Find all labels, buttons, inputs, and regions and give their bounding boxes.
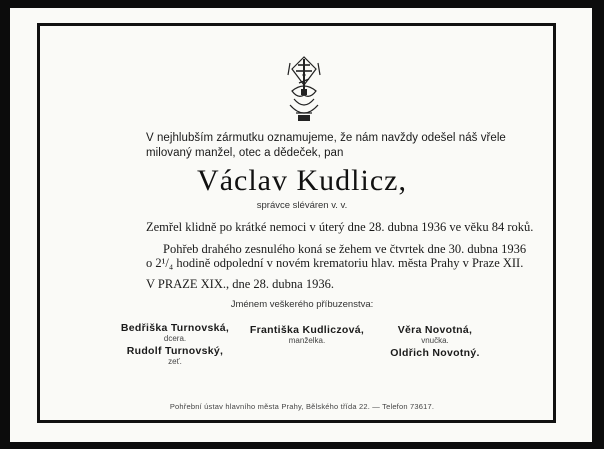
deceased-name: Václav Kudlicz, xyxy=(197,164,407,197)
relative-name: Rudolf Turnovský, xyxy=(126,345,224,357)
intro-line-1: V nejhlubším zármutku oznamujeme, že nám navždy odešel náš vřele xyxy=(146,132,506,144)
relative-4 xyxy=(375,324,495,345)
death-line: Zemřel klidně po krátké nemoci v úterý dne 28. dubna 1936 ve věku 84 roků. xyxy=(146,220,534,234)
relative-name: Františka Kudliczová, xyxy=(249,324,365,336)
relative-name: Věra Novotná, xyxy=(397,324,473,336)
relative-1 xyxy=(110,322,240,343)
relative-name: Bedřiška Turnovská, xyxy=(120,322,230,334)
funeral-line-2: o 2¹/₄ hodině odpolední v novém krematoriu hlav. města Prahy v Praze XII. xyxy=(146,256,524,270)
deceased-title: správce sléváren v. v. xyxy=(256,200,348,211)
intro-line-2: milovaný manžel, otec a dědeček, pan xyxy=(146,147,344,159)
relative-role: zeť. xyxy=(168,357,182,366)
relative-role: vnučka. xyxy=(421,336,449,345)
relative-role: dcera. xyxy=(163,334,187,343)
funeral-line-1: Pohřeb drahého zesnulého koná se žehem ve čtvrtek dne 30. dubna 1936 xyxy=(163,242,527,256)
place-date-line: V PRAZE XIX., dne 28. dubna 1936. xyxy=(146,277,334,291)
funeral-home-footer: Pohřební ústav hlavního města Prahy, Bělského třída 22. — Telefon 73617. xyxy=(169,402,435,411)
relative-name: Oldřich Novotný. xyxy=(390,347,480,359)
relative-role: manželka. xyxy=(288,336,326,345)
relatives-heading: Jménem veškerého příbuzenstva: xyxy=(230,299,374,310)
relative-3 xyxy=(237,324,377,345)
relative-2 xyxy=(110,345,240,366)
cross-wreath-emblem-icon xyxy=(284,55,324,127)
relative-5 xyxy=(375,347,495,359)
